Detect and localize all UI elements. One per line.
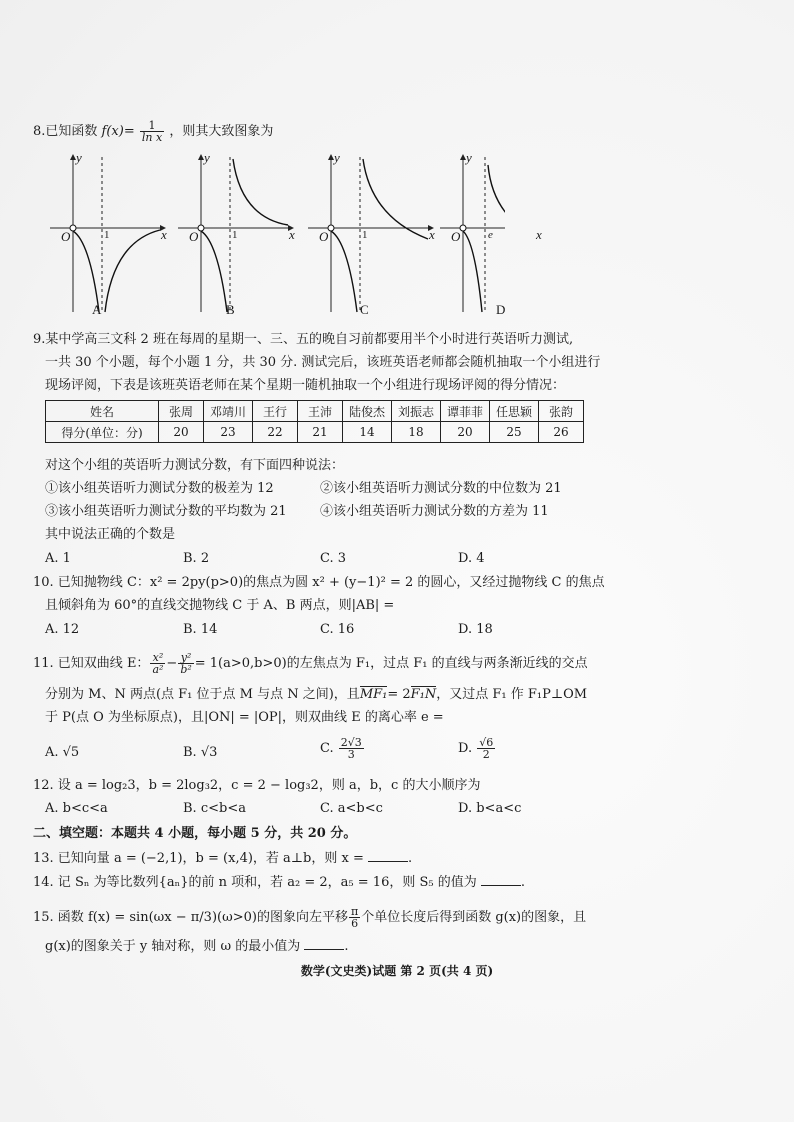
q15-line2 — [45, 937, 349, 956]
q15-answer-blank[interactable] — [304, 937, 344, 950]
q15-mid: (ω>0)的图象向左平移 — [217, 910, 348, 925]
q8-func: f(x)= — [101, 124, 135, 139]
table-cell: 邓靖川 — [204, 401, 253, 422]
q11-a2: a² — [152, 663, 164, 676]
q15-paren: (ωx − π/3) — [148, 910, 218, 925]
q11-vec-f1n: F₁N — [410, 687, 437, 702]
q9-score-table — [45, 400, 584, 443]
q8-fraction — [140, 120, 164, 143]
q11-option-c-label: C. — [320, 741, 334, 756]
q10-option-c: C. 16 — [320, 622, 355, 637]
q15-frac — [349, 906, 360, 929]
table-cell: 26 — [539, 422, 584, 443]
q10-line2: 且倾斜角为 60°的直线交抛物线 C 于 A、B 两点，则|AB| = — [45, 598, 395, 613]
q12-option-c: C. a<b<c — [320, 801, 383, 816]
q10-line1: 10. 已知抛物线 C：x² = 2py(p>0)的焦点为圆 x² + (y−1)² = 2 的圆心，又经过抛物线 C 的焦点 — [33, 575, 605, 590]
q11-line1 — [33, 652, 588, 675]
q13-end: . — [407, 851, 413, 866]
q12-line1: 12. 设 a = log₂3，b = 2log₃2，c = 2 − log₃2，则 a，b，c 的大小顺序为 — [33, 778, 481, 793]
table-cell: 25 — [490, 422, 539, 443]
graph-c-origin: O — [319, 229, 329, 244]
q11-option-b: B. √3 — [183, 745, 218, 760]
q10-option-a: A. 12 — [45, 622, 80, 637]
table-row — [46, 401, 584, 422]
q11-c-den: 3 — [347, 748, 355, 761]
table-cell: 张韵 — [539, 401, 584, 422]
q9-statement-3: ③该小组英语听力测试分数的平均数为 21 — [45, 504, 287, 519]
q15-post: 个单位长度后得到函数 g(x)的图象，且 — [361, 910, 587, 925]
q15-line1 — [33, 906, 586, 929]
q8-prefix: 8.已知函数 — [33, 124, 98, 139]
section-heading-fill-in: 二、填空题：本题共 4 小题，每小题 5 分，共 20 分。 — [33, 826, 357, 841]
graph-b-label: B — [226, 302, 235, 317]
q9-after: 对这个小组的英语听力测试分数，有下面四种说法： — [45, 458, 345, 473]
q15-line2-text: g(x)的图象关于 y 轴对称，则 ω 的最小值为 — [45, 939, 301, 954]
graph-d-tick: e — [488, 229, 493, 241]
graph-a-tick: 1 — [104, 229, 110, 241]
graph-a-ylabel: y — [76, 150, 82, 165]
q10-option-d: D. 18 — [458, 622, 493, 637]
q11-frac-y — [178, 652, 193, 675]
graph-d — [440, 155, 505, 312]
q9-line2: 一共 30 个小题，每个小题 1 分，共 30 分. 测试完后，该班英语老师都会随机抽取一个小组进行 — [45, 355, 601, 370]
q10-option-b: B. 14 — [183, 622, 218, 637]
q11-d-den: 2 — [482, 748, 490, 761]
table-cell: 14 — [343, 422, 392, 443]
table-cell: 刘振志 — [392, 401, 441, 422]
q8-stem — [33, 120, 273, 143]
q14-answer-blank[interactable] — [481, 873, 521, 886]
q11-line2 — [45, 686, 587, 704]
q11-l2-pre: 分别为 M、N 两点(点 F₁ 位于点 M 与点 N 之间)，且 — [45, 687, 360, 702]
q9-line3: 现场评阅，下表是该班英语老师在某个星期一随机抽取一个小组进行现场评阅的得分情况： — [45, 378, 566, 393]
q9-statement-2: ②该小组英语听力测试分数的中位数为 21 — [320, 481, 562, 496]
q12-option-a: A. b<c<a — [45, 801, 108, 816]
table-cell: 王沛 — [298, 401, 343, 422]
graph-d-ylabel: y — [466, 150, 472, 165]
q11-vec-mf1: MF₁ — [359, 687, 388, 702]
graph-a-label: A — [92, 302, 102, 317]
q9-option-d: D. 4 — [458, 551, 485, 566]
q12-option-d: D. b<a<c — [458, 801, 522, 816]
table-header-label: 姓名 — [46, 401, 159, 422]
q8-num: 1 — [140, 120, 164, 132]
q11-c-num: 2√3 — [340, 736, 362, 749]
q11-b2: b² — [180, 663, 192, 676]
q9-statement-4: ④该小组英语听力测试分数的方差为 11 — [320, 504, 549, 519]
table-row — [46, 422, 584, 443]
q15-end: . — [344, 939, 349, 954]
q9-ask: 其中说法正确的个数是 — [45, 527, 176, 542]
q12-option-b: B. c<b<a — [183, 801, 246, 816]
q9-option-a: A. 1 — [45, 551, 71, 566]
q15-frac-den: 6 — [351, 917, 359, 930]
q14-line — [33, 873, 525, 892]
q9-option-b: B. 2 — [183, 551, 210, 566]
table-cell: 谭菲菲 — [441, 401, 490, 422]
q11-l2-post: ，又过点 F₁ 作 F₁P⊥OM — [436, 687, 588, 702]
q11-option-d — [458, 737, 496, 760]
graph-c-tick: 1 — [362, 229, 368, 241]
q8-suffix: ，则其大致图象为 — [169, 124, 274, 139]
q11-d-num: √6 — [479, 736, 494, 749]
q8-den: ln x — [141, 131, 163, 144]
q15-frac-num: π — [350, 905, 359, 918]
table-cell: 22 — [253, 422, 298, 443]
table-cell: 21 — [298, 422, 343, 443]
table-cell: 张周 — [159, 401, 204, 422]
q9-option-c: C. 3 — [320, 551, 347, 566]
graph-d-origin: O — [451, 229, 461, 244]
table-cell: 23 — [204, 422, 253, 443]
graph-d-label: D — [496, 302, 506, 317]
table-cell: 18 — [392, 422, 441, 443]
q11-option-d-label: D. — [458, 741, 473, 756]
table-cell: 任思颖 — [490, 401, 539, 422]
q11-option-d-frac — [477, 737, 495, 760]
q11-x2: x² — [150, 652, 165, 664]
graph-a-xlabel: x — [161, 227, 167, 242]
table-cell: 20 — [159, 422, 204, 443]
q11-option-c — [320, 737, 365, 760]
q11-option-c-frac — [339, 737, 364, 760]
q14-text: 14. 记 Sₙ 为等比数列{aₙ}的前 n 项和，若 a₂ = 2，a₅ = 16，则 S₅ 的值为 — [33, 875, 477, 890]
q11-l2-mid: = 2 — [387, 687, 411, 702]
q8-graphs — [45, 147, 505, 322]
q9-statement-1: ①该小组英语听力测试分数的极差为 12 — [45, 481, 274, 496]
q11-minus: − — [166, 656, 178, 671]
table-cell: 陆俊杰 — [343, 401, 392, 422]
graph-a-origin: O — [61, 229, 71, 244]
graph-c-label: C — [360, 302, 369, 317]
graph-b-ylabel: y — [204, 150, 210, 165]
q11-y2: y² — [178, 652, 193, 664]
graph-b-origin: O — [189, 229, 199, 244]
page-footer: 数学(文史类)试题 第 2 页(共 4 页) — [300, 964, 494, 978]
table-row-label: 得分(单位：分) — [46, 422, 159, 443]
q11-option-a: A. √5 — [45, 745, 80, 760]
graph-b-tick: 1 — [232, 229, 238, 241]
q11-line3: 于 P(点 O 为坐标原点)，且|ON| = |OP|，则双曲线 E 的离心率 e = — [45, 710, 444, 725]
table-cell: 王行 — [253, 401, 298, 422]
q15-pre: 15. 函数 f(x) = sin — [33, 910, 149, 925]
table-cell: 20 — [441, 422, 490, 443]
graph-d-xlabel: x — [536, 227, 542, 242]
q13-text: 13. 已知向量 a = (−2,1)，b = (x,4)，若 a⊥b，则 x = — [33, 851, 364, 866]
graph-c-xlabel: x — [429, 227, 435, 242]
graph-b-xlabel: x — [289, 227, 295, 242]
q11-post: = 1(a>0,b>0)的左焦点为 F₁，过点 F₁ 的直线与两条渐近线的交点 — [194, 656, 588, 671]
q14-end: . — [520, 875, 526, 890]
q11-frac-x — [150, 652, 165, 675]
q13-line — [33, 849, 412, 868]
graph-c-ylabel: y — [334, 150, 340, 165]
q9-line1: 9.某中学高三文科 2 班在每周的星期一、三、五的晚自习前都要用半个小时进行英语听力测试, — [33, 332, 574, 347]
q13-answer-blank[interactable] — [368, 849, 408, 862]
q11-pre: 11. 已知双曲线 E： — [33, 656, 150, 671]
